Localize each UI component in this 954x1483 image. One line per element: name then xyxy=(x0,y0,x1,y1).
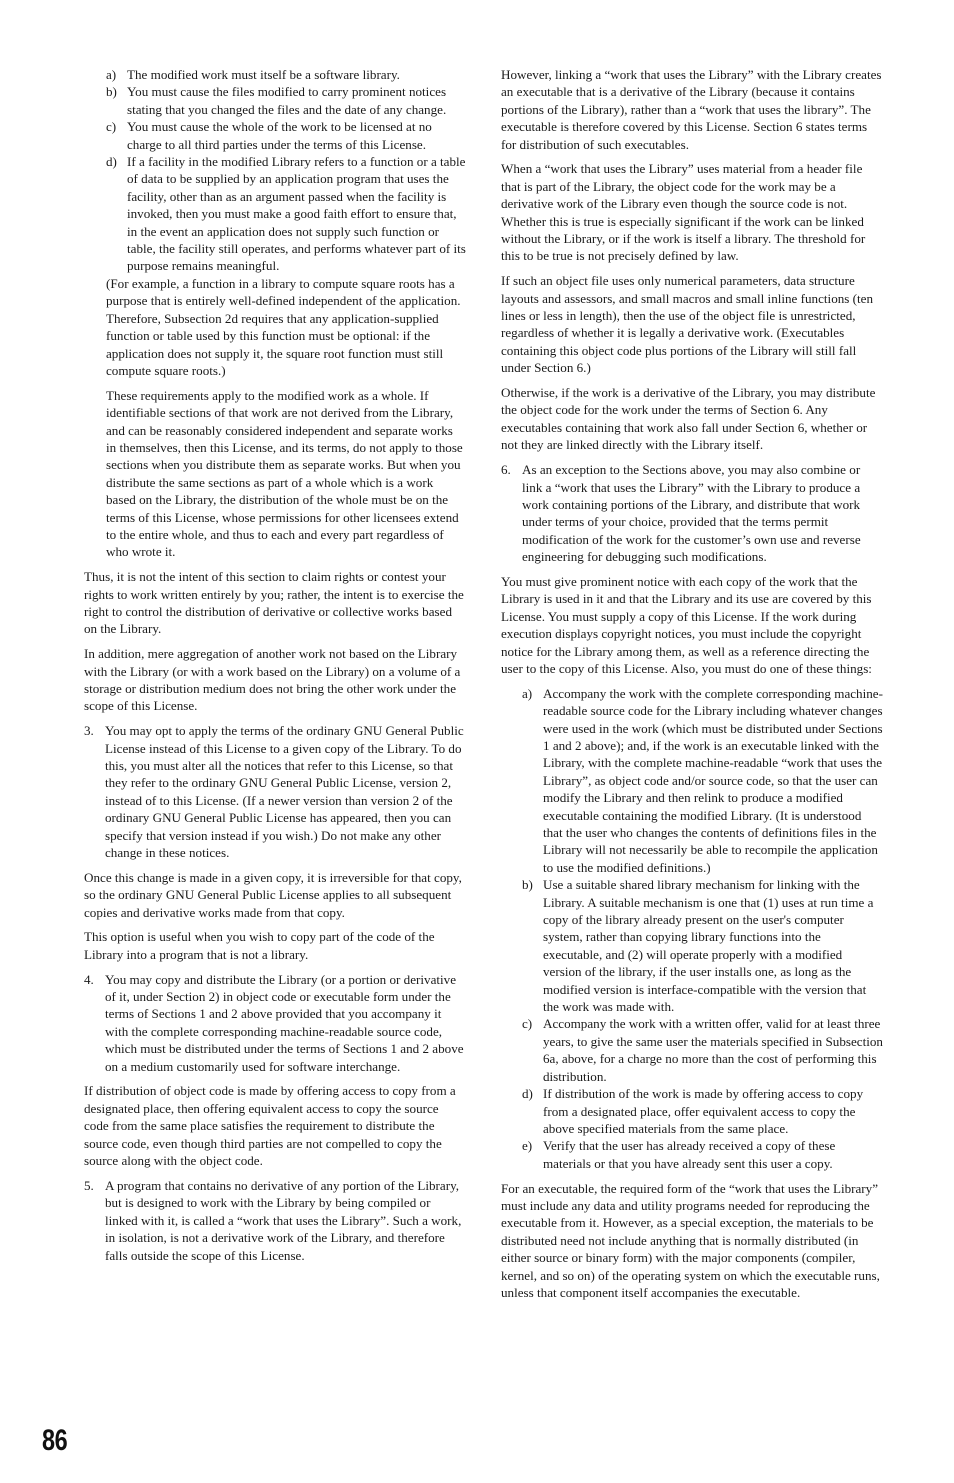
list-item xyxy=(106,83,466,118)
object-code-paragraph: If distribution of object code is made by offering access to copy from a designated place, then offering equivalent access to copy the source code from the same place satisfies the requirement to distribute the source code, even though third parties are not compelled to copy the source along with the object code. xyxy=(84,1083,456,1169)
section-6-items xyxy=(522,685,883,1172)
requirements-paragraph: These requirements apply to the modified work as a whole. If identifiable sections of that work are not derived from the Library, and can be reasonably considered independent and separate works in themselves, then this License, and its terms, do not apply to those sections when you distribute them as separate works. But when you distribute the same sections as part of a whole which is a work based on the Library, the distribution of the whole must be on the terms of this License, whose permissions for other licensees extend to the entire whole, and thus to each and every part regardless of who wrote it. xyxy=(106,387,463,560)
item-label: d) xyxy=(522,1086,533,1102)
list-item xyxy=(522,1015,883,1085)
section-number: 6. xyxy=(501,462,511,478)
item-text: You must cause the whole of the work to be licensed at no charge to all third parties under the terms of this License. xyxy=(127,119,432,152)
item-text: If a facility in the modified Library refers to a function or a table of data to be supplied by an application program that uses the facility, other than as an argument passed when the facility is invoked, then you must make a good faith effort to ensure that, in the event an application does not supply such function or table, the facility still operates, and performs whatever part of its purpose remains meaningful. xyxy=(127,154,466,274)
list-item xyxy=(522,1137,883,1172)
section-text: You may copy and distribute the Library (or a portion or derivative of it, under Section 2) in object code or executable form under the terms of Sections 1 and 2 above provided that you accompany it with the complete corresponding machine-readable source code, which must be distributed under the terms of Sections 1 and 2 above on a medium customarily used for software interchange. xyxy=(105,971,464,1074)
item-label: a) xyxy=(106,67,117,82)
notice-paragraph: You must give prominent notice with each copy of the work that the Library is used in it and that the Library and its use are covered by this License. You must supply a copy of this License. If the work during execution displays copyright notices, you must include the copyright notice for the Library among them, as well as a reference directing the user to the copy of this License. Also, you must do one of these things: xyxy=(501,573,872,676)
section-5 xyxy=(84,1177,466,1264)
list-item xyxy=(106,66,466,83)
item-text: If distribution of the work is made by offering access to copy from a designated place, offer equivalent access to copy the above specified materials from the same place. xyxy=(543,1086,864,1136)
item-label: d) xyxy=(106,154,117,170)
left-column xyxy=(84,66,466,1271)
object-file-paragraph: If such an object file uses only numerical parameters, data structure layouts and assessors, and small macros and small inline functions (ten lines or less in length), then the use of the object file is unrestricted, regardless of whether it is legally a derivative work. (Executables containing this object code plus portions of the Library will still fall under Section 6.) xyxy=(501,273,874,376)
otherwise-paragraph: Otherwise, if the work is a derivative of the Library, you may distribute the object code for the work under the terms of Section 6. Any executables containing that work also fall under Section 6, whether or not they are linked directly with the Library itself. xyxy=(501,385,876,453)
item-label: b) xyxy=(106,84,117,100)
item-text: Verify that the user has already received a copy of these materials or that you have already sent this user a copy. xyxy=(543,1138,836,1171)
linking-paragraph: However, linking a “work that uses the Library” with the Library creates an executable that is a derivative of the Library (because it contains portions of the Library), rather than a “work that uses the library”. The executable is therefore covered by this License. Section 6 states terms for distribution of such executables. xyxy=(501,67,882,152)
item-text: You must cause the files modified to carry prominent notices stating that you changed the files and the date of any change. xyxy=(127,84,447,117)
item-label: c) xyxy=(106,119,117,135)
executable-paragraph: For an executable, the required form of the “work that uses the Library” must include any data and utility programs needed for reproducing the executable from it. However, as a special exception, the materials to be distributed need not include anything that is normally distributed (in either source or binary form) with the major components (compiler, kernel, and so on) of the operating system on which the executable runs, unless that component itself accompanies the executable. xyxy=(501,1180,880,1300)
section-text: A program that contains no derivative of any portion of the Library, but is designed to work with the Library by being compiled or linked with it, is called a “work that uses the Library”. Such a work, in isolation, is not a derivative work of the Library, and therefore falls outside the scope of this License. xyxy=(105,1177,462,1263)
section-3 xyxy=(84,722,466,861)
list-item xyxy=(522,876,883,1015)
item-label: c) xyxy=(522,1016,533,1032)
section-number: 3. xyxy=(84,723,94,739)
item-text: Accompany the work with a written offer, valid for at least three years, to give the same user the materials specified in Subsection 6a, above, for a charge no more than the cost of performing this distribution. xyxy=(543,1016,883,1084)
section-4 xyxy=(84,971,466,1075)
right-column xyxy=(501,66,883,1309)
list-item xyxy=(522,1085,883,1137)
header-file-paragraph: When a “work that uses the Library” uses material from a header file that is part of the Library, the object code for the work may be a derivative work of the Library even though the source code is not. Whether this is true is especially significant if the work can be linked without the Library, or if the work is itself a library. The threshold for this to be true is not precisely defined by law. xyxy=(501,161,866,264)
section-text: You may opt to apply the terms of the ordinary GNU General Public License instead of this License to a given copy of the Library. To do this, you must alter all the notices that refer to this License, so that they refer to the ordinary GNU General Public License, version 2, instead of to this License. (If a newer version than version 2 of the ordinary GNU General Public License has appeared, then you can specify that version instead if you wish.) Do not make any other change in these notices. xyxy=(105,723,464,861)
page-number: 86 xyxy=(42,1424,68,1457)
section-number: 5. xyxy=(84,1177,94,1193)
list-item xyxy=(522,685,883,876)
list-item xyxy=(106,153,466,275)
item-text: Use a suitable shared library mechanism for linking with the Library. A suitable mechanism is one that (1) uses at run time a copy of the library already present on the user's computer system, rather than copying library functions into the executable, and (2) will operate properly with a modified version of the library, if the user installs one, as long as the modified version is interface-compatible with the version that the work was made with. xyxy=(543,877,874,1015)
irreversible-paragraph: Once this change is made in a given copy, it is irreversible for that copy, so the ordinary GNU General Public License applies to all subsequent copies and derivative works made from that copy. xyxy=(84,869,462,920)
item-text: The modified work must itself be a software library. xyxy=(127,67,400,82)
useful-paragraph: This option is useful when you wish to copy part of the code of the Library into a program that is not a library. xyxy=(84,929,435,962)
intent-paragraph: Thus, it is not the intent of this section to claim rights or contest your rights to work written entirely by you; rather, the intent is to exercise the right to control the distribution of derivative or collective works based on the Library. xyxy=(84,569,464,637)
item-text: Accompany the work with the complete corresponding machine-readable source code for the Library including whatever changes were used in the work (which must be distributed under Sections 1 and 2 above); and, if the work is an executable linked with the Library, with the complete machine-readable “work that uses the Library”, as object code and/or source code, so that the user can modify the Library and then relink to produce a modified executable containing the modified Library. (It is understood that the user who changes the contents of definitions files in the Library will not necessarily be able to recompile the application to use the modified definitions.) xyxy=(543,685,883,875)
section-text: As an exception to the Sections above, you may also combine or link a “work that uses the Library” with the Library to produce a work containing portions of the Library, and distribute that work under terms of your choice, provided that the terms permit modification of the work for the customer’s own use and reverse engineering for debugging such modifications. xyxy=(522,462,861,565)
list-item xyxy=(106,118,466,153)
item-label: e) xyxy=(522,1138,533,1154)
subsection-2-items xyxy=(106,66,466,275)
section-6 xyxy=(501,461,883,565)
item-label: b) xyxy=(522,877,533,893)
item-label: a) xyxy=(522,685,533,701)
example-paragraph: (For example, a function in a library to compute square roots has a purpose that is entirely well-defined independent of the application. Therefore, Subsection 2d requires that any application-supplied function or table used by this function must be optional: if the application does not supply it, the square root function must still compute square roots.) xyxy=(106,275,461,378)
section-number: 4. xyxy=(84,971,94,987)
aggregation-paragraph: In addition, mere aggregation of another work not based on the Library with the Library (or with a work based on the Library) on a volume of a storage or distribution medium does not bring the other work under the scope of this License. xyxy=(84,646,461,714)
